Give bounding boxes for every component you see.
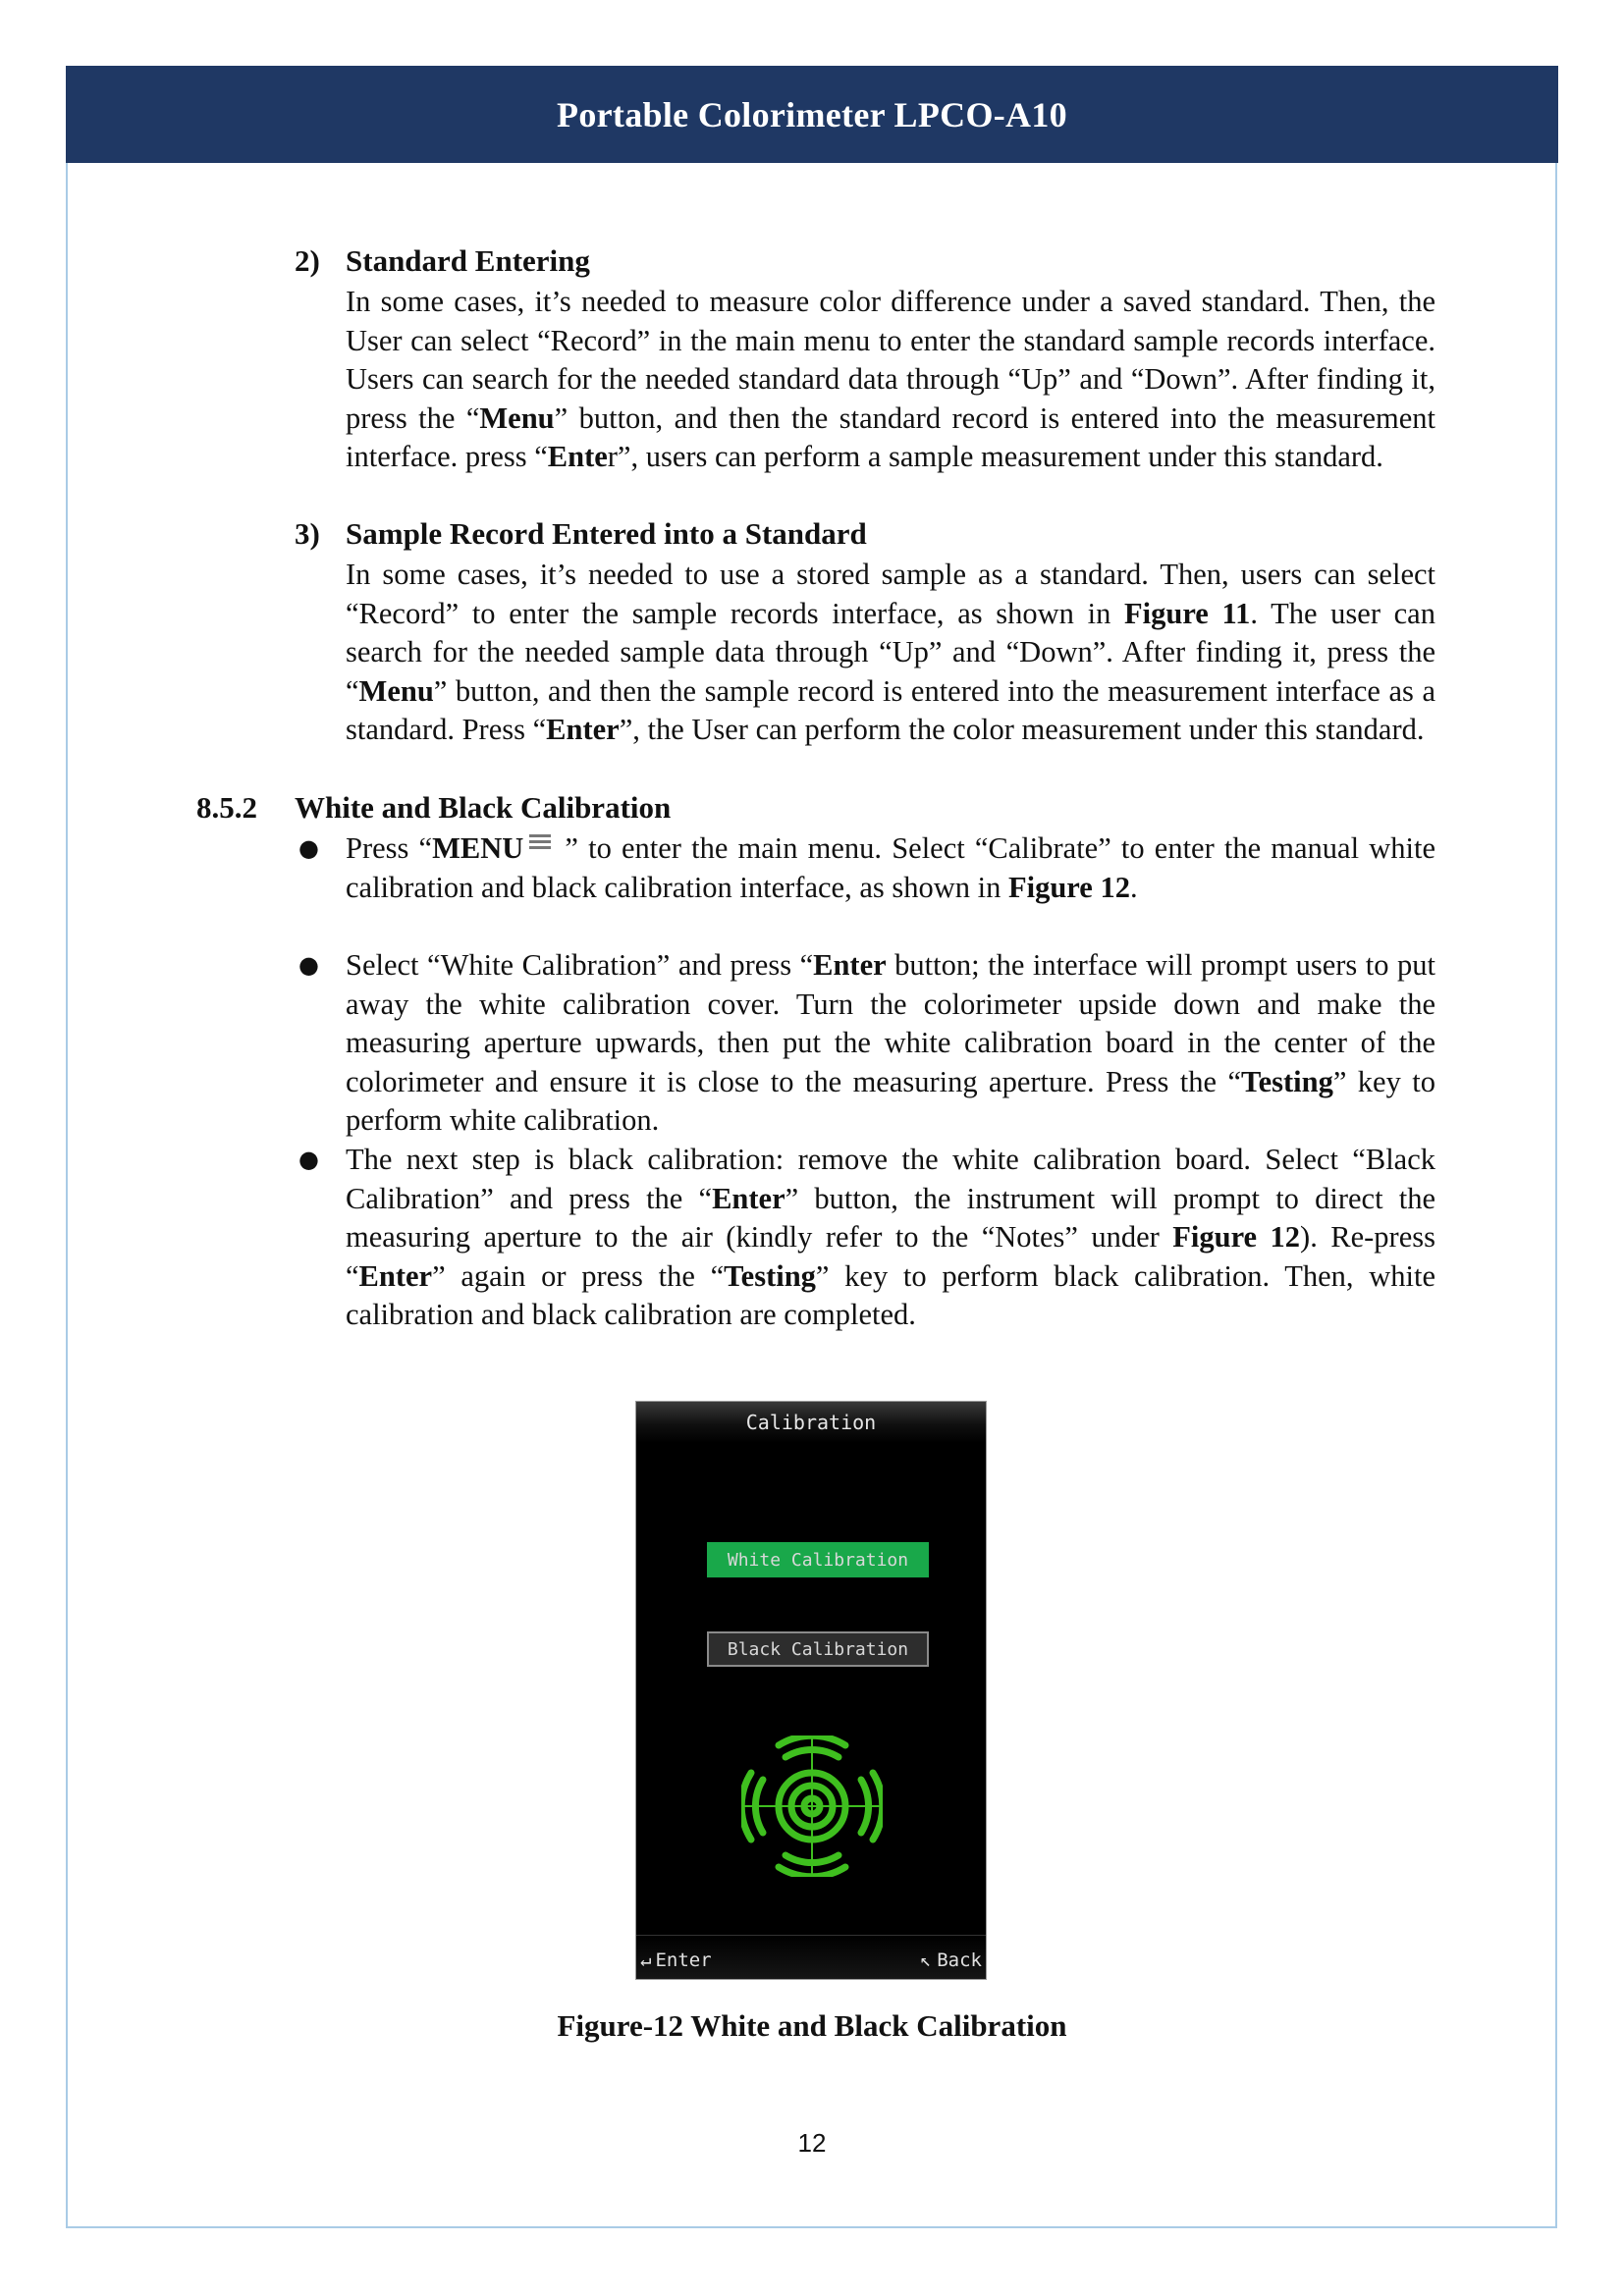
bold-text: Testing bbox=[1241, 1064, 1333, 1098]
black-calibration-option[interactable]: Black Calibration bbox=[707, 1631, 929, 1667]
text: ”, the User can perform the color measurement under this standard. bbox=[619, 713, 1425, 747]
enter-arrow-icon: ↵ bbox=[640, 1949, 652, 1971]
bold-text: Enter bbox=[358, 1258, 433, 1293]
text: The next step is black calibration: remove the white calibration board. Select “Black Calibration” and press the “ bbox=[346, 1143, 1435, 1215]
section-heading: Standard Entering bbox=[346, 243, 590, 278]
bold-text: Figure 12 bbox=[1007, 870, 1130, 904]
crosshair-target-icon bbox=[741, 1735, 883, 1877]
bullet-icon: ● bbox=[298, 1146, 319, 1173]
text: ). Re-press “ bbox=[346, 1220, 1435, 1293]
bold-text: Ente bbox=[547, 440, 608, 474]
header-bar bbox=[66, 66, 1558, 163]
text: Press “ bbox=[346, 831, 433, 865]
page-number: 12 bbox=[797, 2128, 827, 2158]
white-calibration-option[interactable]: White Calibration bbox=[707, 1542, 929, 1577]
text: ” to enter the main menu. Select “Calibrate” to enter the manual white calibration and black calibration interface, as shown in bbox=[346, 831, 1435, 904]
bullet-item bbox=[346, 829, 1435, 907]
section-number: 2) bbox=[295, 243, 320, 278]
bold-text: Testing bbox=[724, 1258, 816, 1293]
text: button; the interface will prompt users to put away the white calibration cover. Turn the colorimeter upside down and make the measuring aperture upwards, then put the white calibration board in the center of the colorimeter and ensure it is close to the measuring aperture. Press the “ bbox=[346, 948, 1435, 1098]
paragraph bbox=[346, 283, 1435, 477]
subsection-number: 8.5.2 bbox=[196, 790, 257, 825]
bullet-icon: ● bbox=[298, 834, 319, 862]
text: ” button, and then the standard record is entered into the measurement interface. press “ bbox=[346, 400, 1436, 474]
text: . The user can search for the needed sample data through “Up” and “Down”. After finding it, press the “ bbox=[346, 596, 1435, 708]
device-softkey-bar bbox=[636, 1935, 986, 1979]
bullet-icon: ● bbox=[298, 951, 319, 979]
figure-caption: Figure-12 White and Black Calibration bbox=[557, 2008, 1067, 2043]
enter-softkey[interactable] bbox=[640, 1949, 712, 1971]
menu-icon bbox=[529, 834, 551, 852]
text: In some cases, it’s needed to measure color difference under a saved standard. Then, the User can select “Record” in the main menu to enter the standard sample records interface. Users can search for the needed standard data through “Up” and “Down”. After finding it, press the “ bbox=[346, 285, 1435, 435]
text: In some cases, it’s needed to use a stored sample as a standard. Then, users can select “Record” to enter the sample records interface, as shown in bbox=[346, 558, 1435, 630]
enter-label: Enter bbox=[655, 1949, 712, 1971]
device-title-bar bbox=[636, 1402, 986, 1443]
bold-text: Menu bbox=[479, 400, 555, 435]
text: ” button, the instrument will prompt to direct the measuring aperture to the air (kindly refer to the “Notes” under bbox=[346, 1181, 1436, 1255]
text: ” again or press the “ bbox=[432, 1258, 725, 1293]
back-softkey[interactable] bbox=[920, 1949, 982, 1971]
device-title: Calibration bbox=[745, 1411, 877, 1434]
bullet-item bbox=[346, 1141, 1435, 1335]
device-screen-figure bbox=[635, 1401, 987, 1980]
bold-text: Figure 11 bbox=[1124, 596, 1251, 630]
bold-text: MENU bbox=[432, 831, 524, 865]
bullet-item bbox=[346, 946, 1435, 1141]
text: ” key to perform black calibration. Then, white calibration and black calibration are completed. bbox=[346, 1258, 1436, 1332]
subsection-heading: White and Black Calibration bbox=[295, 790, 672, 825]
paragraph bbox=[346, 556, 1435, 750]
back-label: Back bbox=[937, 1949, 982, 1971]
text: ” key to perform white calibration. bbox=[346, 1064, 1435, 1138]
header-title: Portable Colorimeter LPCO-A10 bbox=[557, 94, 1067, 134]
text: . bbox=[1129, 870, 1138, 904]
back-arrow-icon: ↖ bbox=[919, 1949, 932, 1971]
text: r”, users can perform a sample measurement under this standard. bbox=[607, 440, 1383, 474]
bold-text: Enter bbox=[712, 1181, 785, 1215]
bold-text: Menu bbox=[358, 673, 434, 708]
text: ” button, and then the sample record is entered into the measurement interface as a standard. Press “ bbox=[346, 673, 1435, 747]
section-heading: Sample Record Entered into a Standard bbox=[346, 516, 867, 551]
bold-text: Enter bbox=[546, 713, 620, 747]
bold-text: Enter bbox=[813, 948, 887, 982]
bold-text: Figure 12 bbox=[1172, 1220, 1301, 1255]
section-number: 3) bbox=[295, 516, 320, 551]
text: Select “White Calibration” and press “ bbox=[346, 948, 814, 982]
